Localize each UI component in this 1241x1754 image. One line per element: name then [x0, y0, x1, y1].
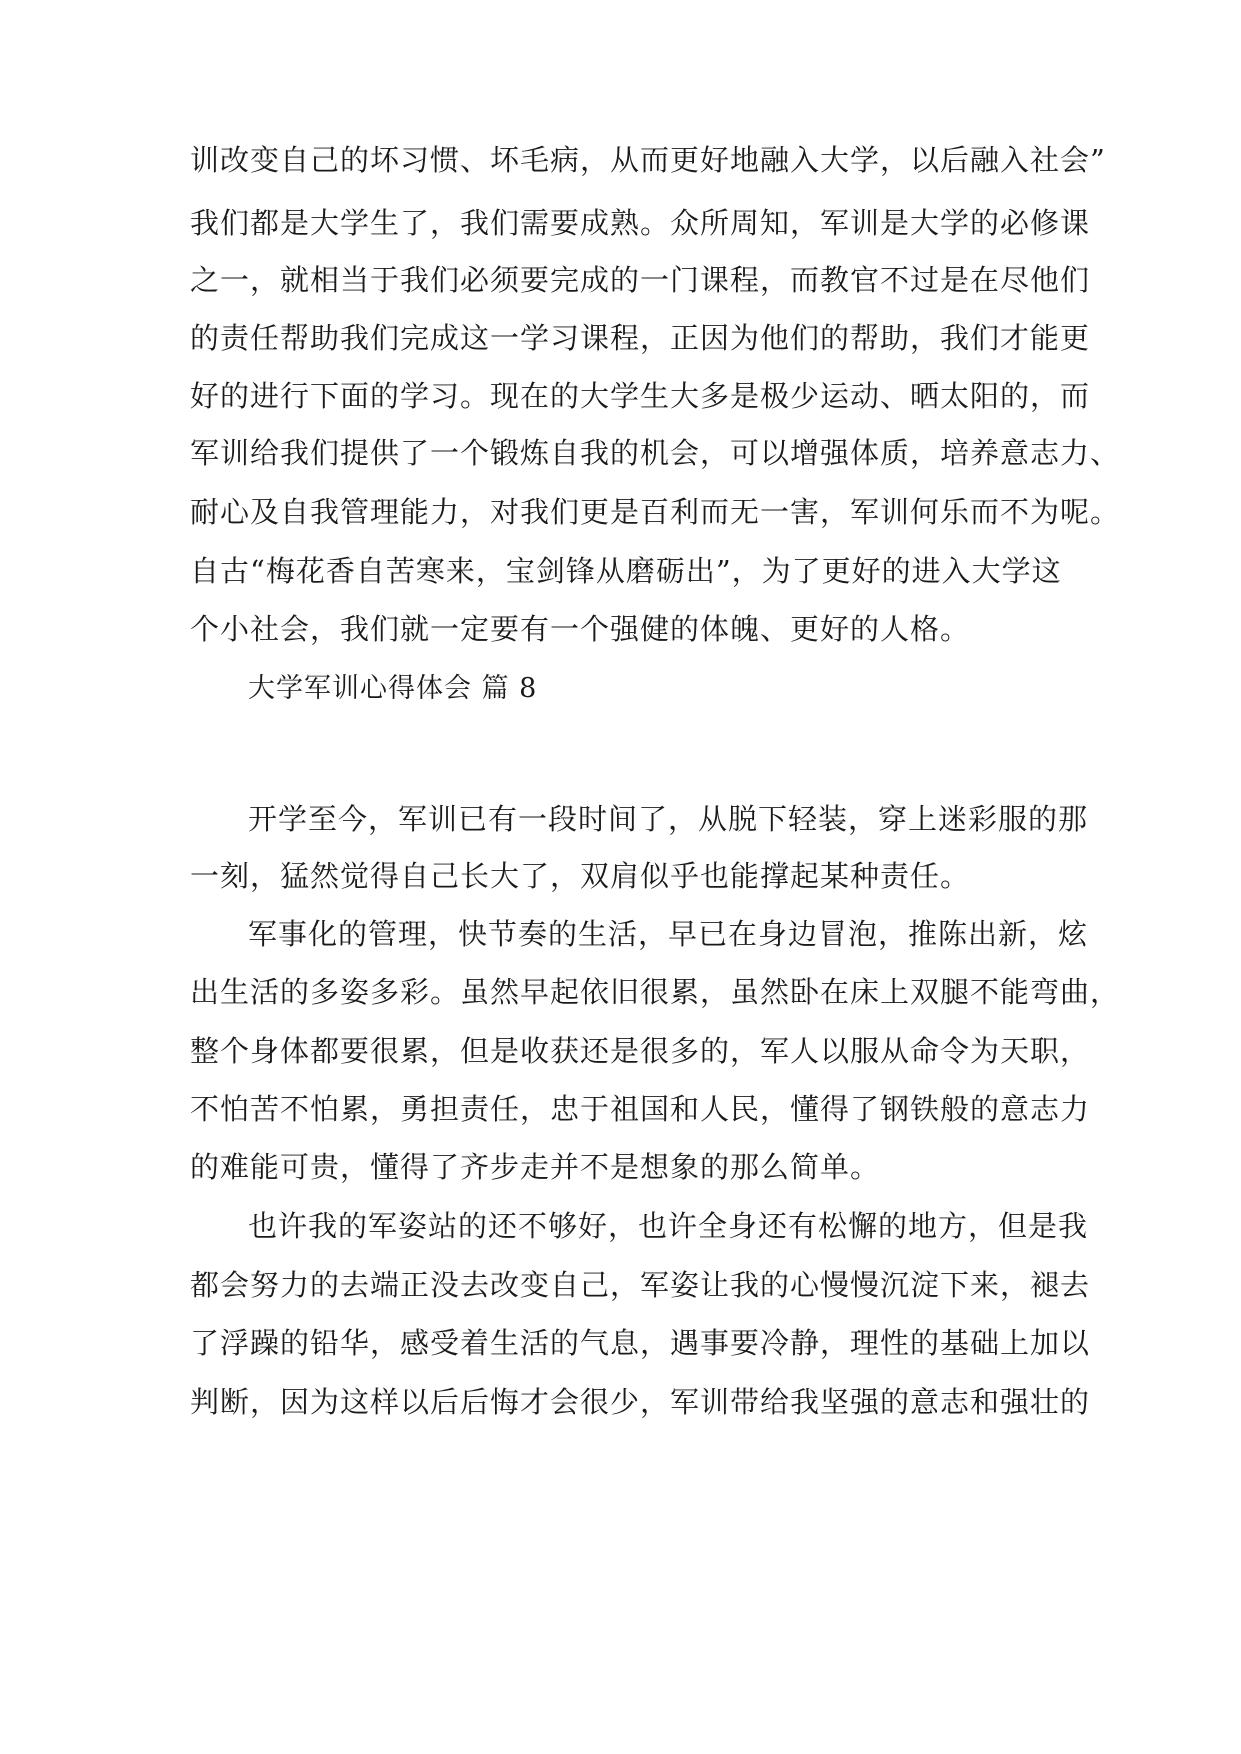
text-line: 好的进行下面的学习。现在的大学生大多是极少运动、晒太阳的，而: [190, 379, 1091, 413]
text-line: 不怕苦不怕累，勇担责任，忠于祖国和人民，懂得了钢铁般的意志力: [190, 1092, 1091, 1126]
text-line: 出生活的多姿多彩。虽然早起依旧很累，虽然卧在床上双腿不能弯曲，: [190, 975, 1121, 1009]
text-line: 也许我的军姿站的还不够好，也许全身还有松懈的地方，但是我: [248, 1209, 1089, 1243]
section-heading: 大学军训心得体会 篇 8: [248, 673, 538, 704]
text-line: 训改变自己的坏习惯、坏毛病，从而更好地融入大学，以后融入社会”: [190, 143, 1106, 177]
text-line: 了浮躁的铅华，感受着生活的气息，遇事要冷静，理性的基础上加以: [190, 1326, 1091, 1360]
text-line: 整个身体都要很累，但是收获还是很多的，军人以服从命令为天职，: [190, 1034, 1091, 1068]
text-line: 之一，就相当于我们必须要完成的一门课程，而教官不过是在尽他们: [190, 263, 1091, 297]
text-line: 个小社会，我们就一定要有一个强健的体魄、更好的人格。: [190, 612, 971, 646]
text-line: 耐心及自我管理能力，对我们更是百利而无一害，军训何乐而不为呢。: [190, 495, 1121, 529]
text-line: 一刻，猛然觉得自己长大了，双肩似乎也能撑起某种责任。: [190, 859, 971, 893]
text-line: 军事化的管理，快节奏的生活，早已在身边冒泡，推陈出新，炫: [248, 917, 1089, 951]
text-line: 的难能可贵，懂得了齐步走并不是想象的那么简单。: [190, 1150, 881, 1184]
text-line: 判断，因为这样以后后悔才会很少，军训带给我坚强的意志和强壮的: [190, 1385, 1091, 1419]
text-line: 我们都是大学生了，我们需要成熟。众所周知，军训是大学的必修课: [190, 206, 1091, 240]
text-line: 的责任帮助我们完成这一学习课程，正因为他们的帮助，我们才能更: [190, 321, 1091, 355]
text-line: 军训给我们提供了一个锻炼自我的机会，可以增强体质，培养意志力、: [190, 436, 1121, 470]
text-line: 都会努力的去端正没去改变自己，军姿让我的心慢慢沉淀下来，褪去: [190, 1268, 1091, 1302]
text-line: 开学至今，军训已有一段时间了，从脱下轻装，穿上迷彩服的那: [248, 802, 1089, 836]
text-line: 自古“梅花香自苦寒来，宝剑锋从磨砺出”，为了更好的进入大学这: [190, 554, 1062, 588]
